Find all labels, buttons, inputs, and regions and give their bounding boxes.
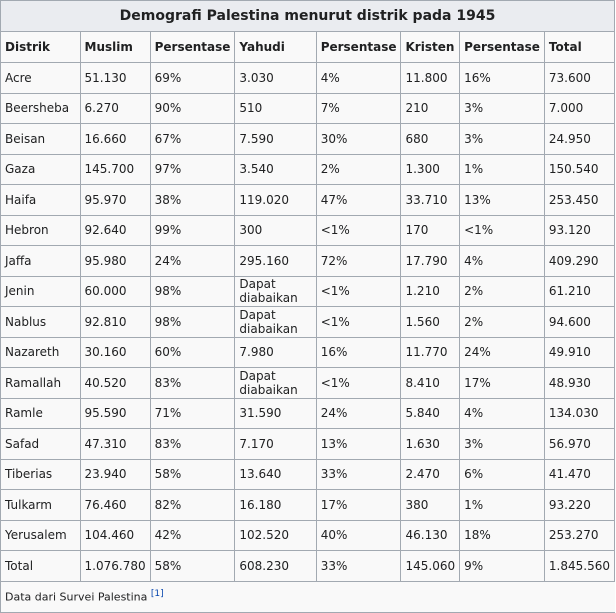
- column-header: Persentase: [460, 32, 545, 63]
- table-cell: 48.930: [544, 368, 614, 399]
- table-cell: 9%: [460, 551, 545, 582]
- table-cell: 7%: [316, 93, 401, 124]
- table-cell: 31.590: [235, 398, 316, 429]
- table-cell: 58%: [150, 551, 235, 582]
- citation-link[interactable]: [1]: [150, 589, 164, 600]
- table-cell: 1%: [460, 490, 545, 521]
- table-cell: <1%: [460, 215, 545, 246]
- table-cell: 17%: [316, 490, 401, 521]
- table-cell: 24%: [460, 337, 545, 368]
- table-cell: 3.030: [235, 63, 316, 94]
- table-cell: 73.600: [544, 63, 614, 94]
- table-cell: 253.450: [544, 185, 614, 216]
- table-cell: 40%: [316, 520, 401, 551]
- table-cell: 16%: [460, 63, 545, 94]
- table-cell: 1.845.560: [544, 551, 614, 582]
- table-cell: 1.630: [401, 429, 460, 460]
- table-cell: Total: [1, 551, 81, 582]
- table-cell: 83%: [150, 429, 235, 460]
- table-cell: Safad: [1, 429, 81, 460]
- table-cell: 6%: [460, 459, 545, 490]
- table-row: [1, 276, 615, 307]
- table-cell: Beisan: [1, 124, 81, 155]
- table-cell: 95.590: [80, 398, 150, 429]
- table-cell: 4%: [460, 398, 545, 429]
- table-cell: 3.540: [235, 154, 316, 185]
- table-cell: Jenin: [1, 276, 81, 307]
- table-cell: 40.520: [80, 368, 150, 399]
- table-cell: 76.460: [80, 490, 150, 521]
- table-cell: 510: [235, 93, 316, 124]
- table-cell: 16.660: [80, 124, 150, 155]
- table-cell: 71%: [150, 398, 235, 429]
- table-cell: 16%: [316, 337, 401, 368]
- table-row: [1, 490, 615, 521]
- table-cell: 72%: [316, 246, 401, 277]
- table-cell: 8.410: [401, 368, 460, 399]
- table-cell: 92.640: [80, 215, 150, 246]
- table-cell: Acre: [1, 63, 81, 94]
- table-cell: <1%: [316, 307, 401, 338]
- table-cell: 99%: [150, 215, 235, 246]
- table-row: [1, 520, 615, 551]
- table-cell: <1%: [316, 215, 401, 246]
- table-cell: 13.640: [235, 459, 316, 490]
- table-cell: 119.020: [235, 185, 316, 216]
- table-cell: 4%: [316, 63, 401, 94]
- table-cell: 24%: [316, 398, 401, 429]
- table-row: [1, 398, 615, 429]
- table-row: [1, 429, 615, 460]
- table-cell: 23.940: [80, 459, 150, 490]
- table-cell: 608.230: [235, 551, 316, 582]
- table-cell: 5.840: [401, 398, 460, 429]
- table-cell: 11.800: [401, 63, 460, 94]
- table-cell: 210: [401, 93, 460, 124]
- table-cell: Haifa: [1, 185, 81, 216]
- table-cell: 51.130: [80, 63, 150, 94]
- table-cell: Jaffa: [1, 246, 81, 277]
- table-cell: 104.460: [80, 520, 150, 551]
- table-cell: 2.470: [401, 459, 460, 490]
- table-cell: 98%: [150, 307, 235, 338]
- table-cell: 409.290: [544, 246, 614, 277]
- table-cell: 170: [401, 215, 460, 246]
- table-cell: 24%: [150, 246, 235, 277]
- table-cell: 33%: [316, 459, 401, 490]
- table-cell: 38%: [150, 185, 235, 216]
- table-cell: 1.560: [401, 307, 460, 338]
- table-cell: 93.220: [544, 490, 614, 521]
- table-cell: Beersheba: [1, 93, 81, 124]
- table-cell: 61.210: [544, 276, 614, 307]
- table-cell: 60.000: [80, 276, 150, 307]
- table-cell: 2%: [460, 307, 545, 338]
- table-cell: 7.590: [235, 124, 316, 155]
- table-cell: 11.770: [401, 337, 460, 368]
- table-footer: [1, 581, 615, 612]
- table-cell: 145.060: [401, 551, 460, 582]
- table-cell: 3%: [460, 93, 545, 124]
- table-cell: 13%: [316, 429, 401, 460]
- column-header: Persentase: [316, 32, 401, 63]
- table-cell: Gaza: [1, 154, 81, 185]
- table-cell: 33.710: [401, 185, 460, 216]
- table-cell: <1%: [316, 276, 401, 307]
- table-cell: 17.790: [401, 246, 460, 277]
- table-cell: 2%: [316, 154, 401, 185]
- table-row: [1, 93, 615, 124]
- table-cell: 4%: [460, 246, 545, 277]
- column-header: Distrik: [1, 32, 81, 63]
- table-cell: 24.950: [544, 124, 614, 155]
- table-cell: 47%: [316, 185, 401, 216]
- table-cell: 7.170: [235, 429, 316, 460]
- column-header: Persentase: [150, 32, 235, 63]
- total-row: [1, 551, 615, 582]
- table-row: [1, 337, 615, 368]
- table-cell: Ramle: [1, 398, 81, 429]
- table-cell: 92.810: [80, 307, 150, 338]
- source-note: [1, 581, 615, 612]
- table-cell: 6.270: [80, 93, 150, 124]
- table-cell: 60%: [150, 337, 235, 368]
- table-cell: 134.030: [544, 398, 614, 429]
- table-cell: 1.210: [401, 276, 460, 307]
- table-row: [1, 368, 615, 399]
- table-cell: Tulkarm: [1, 490, 81, 521]
- table-cell: 13%: [460, 185, 545, 216]
- table-cell: 3%: [460, 429, 545, 460]
- table-cell: 93.120: [544, 215, 614, 246]
- table-cell: Yerusalem: [1, 520, 81, 551]
- table-cell: 82%: [150, 490, 235, 521]
- table-row: [1, 185, 615, 216]
- column-header: Muslim: [80, 32, 150, 63]
- table-cell: 95.970: [80, 185, 150, 216]
- table-cell: 41.470: [544, 459, 614, 490]
- table-cell: 49.910: [544, 337, 614, 368]
- table-cell: 18%: [460, 520, 545, 551]
- table-cell: 98%: [150, 276, 235, 307]
- table-cell: Dapat diabaikan: [235, 368, 316, 399]
- table-cell: 7.000: [544, 93, 614, 124]
- table-row: [1, 154, 615, 185]
- column-header: Total: [544, 32, 614, 63]
- table-cell: 1.076.780: [80, 551, 150, 582]
- table-cell: Dapat diabaikan: [235, 276, 316, 307]
- table-cell: 102.520: [235, 520, 316, 551]
- source-text: Data dari Survei Palestina: [5, 590, 148, 604]
- table-cell: 680: [401, 124, 460, 155]
- table-cell: 94.600: [544, 307, 614, 338]
- table-cell: Ramallah: [1, 368, 81, 399]
- column-header: Yahudi: [235, 32, 316, 63]
- table-cell: 253.270: [544, 520, 614, 551]
- table-cell: 56.970: [544, 429, 614, 460]
- table-row: [1, 63, 615, 94]
- table-cell: Dapat diabaikan: [235, 307, 316, 338]
- table-cell: 58%: [150, 459, 235, 490]
- table-cell: 33%: [316, 551, 401, 582]
- table-cell: 30.160: [80, 337, 150, 368]
- table-cell: 7.980: [235, 337, 316, 368]
- table-cell: 69%: [150, 63, 235, 94]
- table-cell: Tiberias: [1, 459, 81, 490]
- table-cell: Hebron: [1, 215, 81, 246]
- table-cell: 30%: [316, 124, 401, 155]
- table-cell: 300: [235, 215, 316, 246]
- table-cell: Nablus: [1, 307, 81, 338]
- table-cell: 1.300: [401, 154, 460, 185]
- table-row: [1, 307, 615, 338]
- table-title: Demografi Palestina menurut distrik pada 1945: [1, 1, 615, 32]
- table-cell: 90%: [150, 93, 235, 124]
- table-cell: 17%: [460, 368, 545, 399]
- table-cell: 95.980: [80, 246, 150, 277]
- table-cell: 1%: [460, 154, 545, 185]
- table-cell: 150.540: [544, 154, 614, 185]
- table-row: [1, 124, 615, 155]
- table-cell: 2%: [460, 276, 545, 307]
- table-cell: 295.160: [235, 246, 316, 277]
- table-cell: 47.310: [80, 429, 150, 460]
- table-row: [1, 215, 615, 246]
- table-cell: Nazareth: [1, 337, 81, 368]
- header-row: [1, 32, 615, 63]
- table-cell: 42%: [150, 520, 235, 551]
- table-cell: 16.180: [235, 490, 316, 521]
- table-cell: 46.130: [401, 520, 460, 551]
- table-cell: 380: [401, 490, 460, 521]
- table-cell: 97%: [150, 154, 235, 185]
- table-cell: 83%: [150, 368, 235, 399]
- table-row: [1, 246, 615, 277]
- table-row: [1, 459, 615, 490]
- column-header: Kristen: [401, 32, 460, 63]
- table-cell: 67%: [150, 124, 235, 155]
- table-cell: <1%: [316, 368, 401, 399]
- table-cell: 145.700: [80, 154, 150, 185]
- table-cell: 3%: [460, 124, 545, 155]
